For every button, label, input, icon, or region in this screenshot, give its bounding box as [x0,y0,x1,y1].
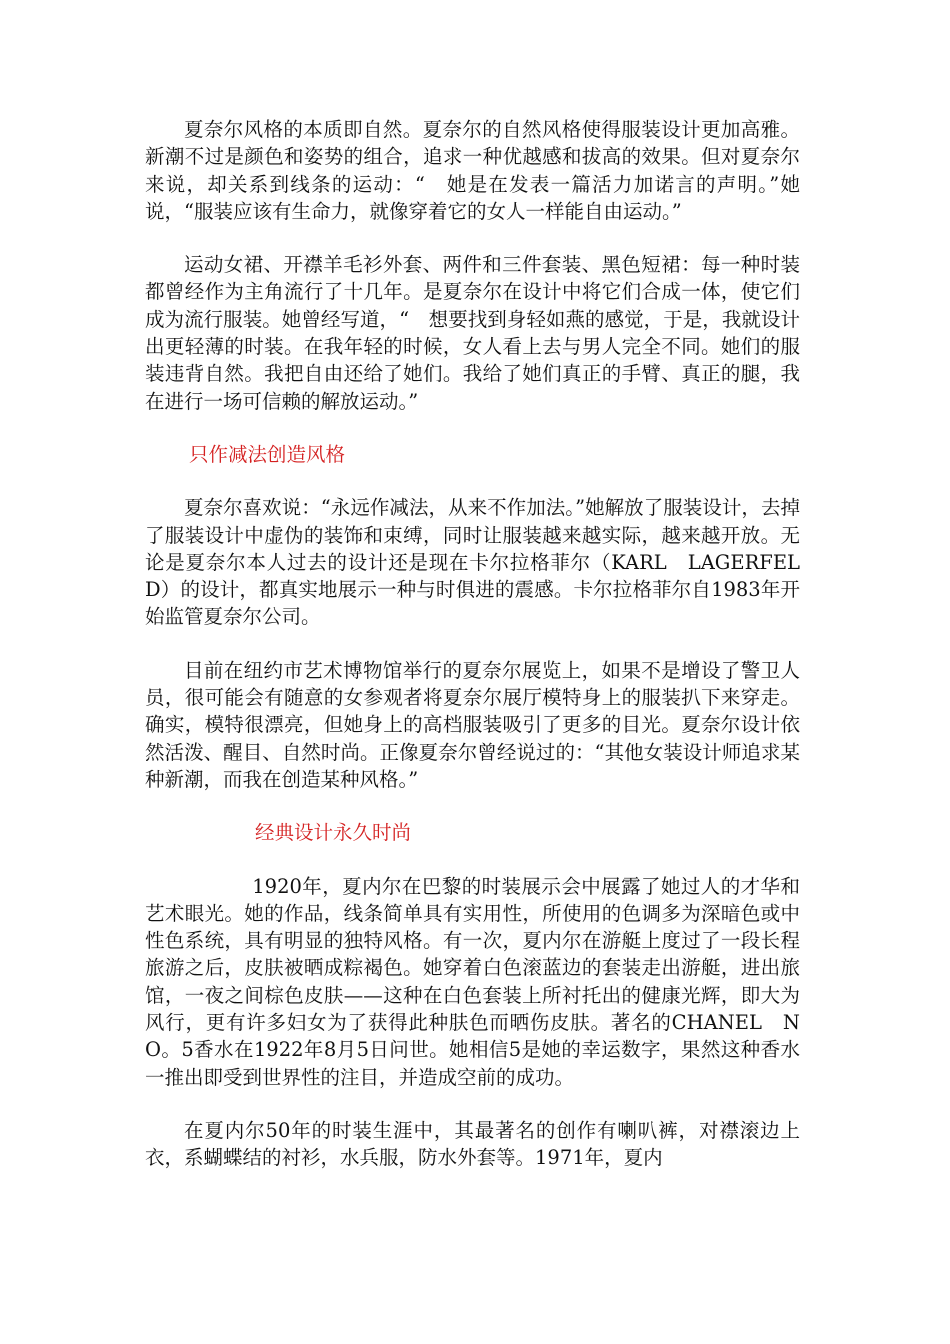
paragraph-career: 在夏内尔50年的时装生涯中，其最著名的创作有喇叭裤，对襟滚边上衣，系蝴蝶结的衬衫，水兵服，防水外套等。1971年，夏内 [145,1118,800,1170]
document-page [145,116,800,1198]
section-heading-classic-design: 经典设计永久时尚 [255,821,412,845]
paragraph-natural-style: 夏奈尔风格的本质即自然。夏奈尔的自然风格使得服装设计更加高雅。新潮不过是颜色和姿势的组合，追求一种优越感和拔高的效果。但对夏奈尔来说，却关系到线条的运动：“ 她是在发表一篇活力加诺言的声明。”她说，“服装应该有生命力，就像穿着它的女人一样能自由运动。” [145,118,800,223]
paragraph-1920: 1920年，夏内尔在巴黎的时装展示会中展露了她过人的才华和艺术眼光。她的作品，线条简单具有实用性，所使用的色调多为深暗色或中性色系统，具有明显的独特风格。有一次，夏内尔在游艇上度过了一段长程旅游之后，皮肤被晒成粽褐色。她穿着白色滚蓝边的套装走出游艇，进出旅馆，一夜之间棕色皮肤——这种在白色套装上所衬托出的健康光辉，即大为风行，更有许多妇女为了获得此种肤色而晒伤皮肤。著名的CHANEL NO。5香水在1922年8月5日问世。她相信5是她的幸运数字，果然这种香水一推出即受到世界性的注目，并造成空前的成功。 [145,874,800,1089]
paragraph-subtraction: 夏奈尔喜欢说：“永远作减法，从来不作加法。”她解放了服装设计，去掉了服装设计中虚伪的装饰和束缚，同时让服装越来越实际，越来越开放。无论是夏奈尔本人过去的设计还是现在卡尔拉格菲尔（KARL LAGERFELD）的设计，都真实地展示一种与时俱进的震感。卡尔拉格菲尔自1983年开始监管夏奈尔公司。 [145,496,800,629]
paragraph-exhibition: 目前在纽约市艺术博物馆举行的夏奈尔展览上，如果不是增设了警卫人员，很可能会有随意的女参观者将夏奈尔展厅模特身上的服装扒下来穿走。确实，模特很漂亮，但她身上的高档服装吸引了更多的目光。夏奈尔设计依然活泼、醒目、自然时尚。正像夏奈尔曾经说过的：“其他女装设计师追求某种新潮，而我在创造某种风格。” [145,658,800,791]
section-heading-subtraction: 只作减法创造风格 [189,442,346,466]
paragraph-liberation: 运动女裙、开襟羊毛衫外套、两件和三件套装、黑色短裙：每一种时装都曾经作为主角流行了十几年。是夏奈尔在设计中将它们合成一体，使它们成为流行服装。她曾经写道，“ 想要找到身轻如燕的感觉，于是，我就设计出更轻薄的时装。在我年轻的时候，女人看上去与男人完全不同。她们的服装违背自然。我把自由还给了她们。我给了她们真正的手臂、真正的腿，我在进行一场可信赖的解放运动。” [145,253,800,413]
